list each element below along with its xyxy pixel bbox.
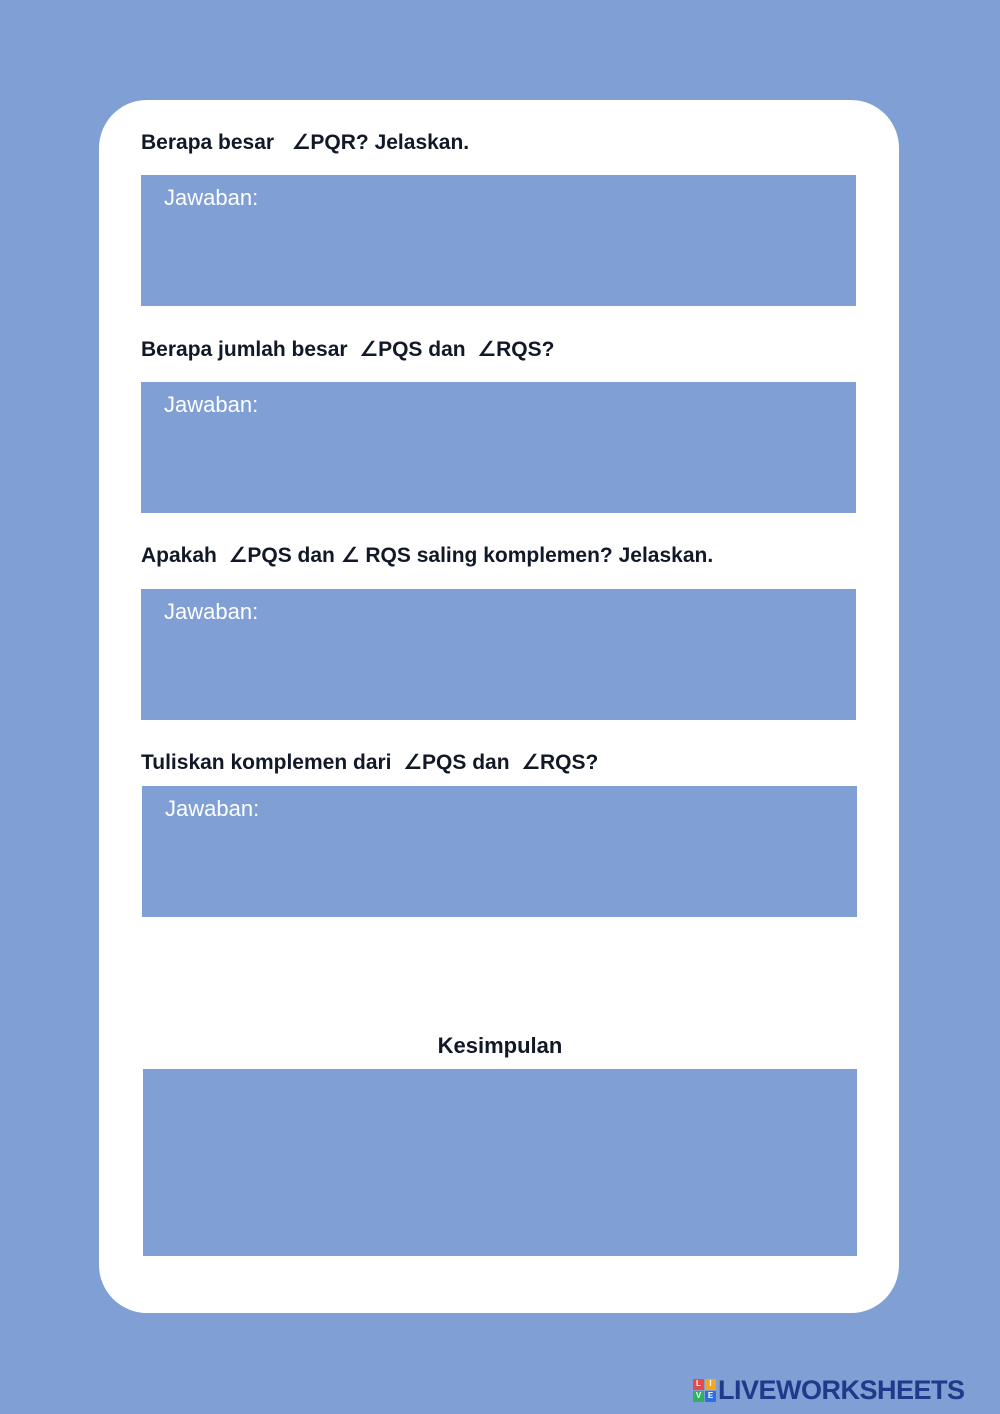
answer-box-3[interactable] (141, 589, 856, 720)
logo-letter: V (693, 1391, 704, 1402)
question-1: Berapa besar ∠PQR? Jelaskan. (141, 131, 470, 154)
answer-box-1[interactable] (141, 175, 856, 306)
question-3: Apakah ∠PQS dan ∠ RQS saling komplemen? Jelaskan. (141, 544, 714, 567)
liveworksheets-logo-mark (693, 1379, 716, 1402)
answer-label: Jawaban: (164, 185, 259, 210)
conclusion-answer-box[interactable] (143, 1069, 857, 1256)
logo-text: LIVEWORKSHEETS (718, 1374, 965, 1405)
question-4: Tuliskan komplemen dari ∠PQS dan ∠RQS? (141, 751, 599, 774)
answer-label: Jawaban: (164, 392, 259, 417)
answer-label: Jawaban: (164, 599, 259, 624)
logo-letter: I (705, 1379, 716, 1390)
question-2: Berapa jumlah besar ∠PQS dan ∠RQS? (141, 338, 555, 361)
answer-box-4[interactable] (142, 786, 857, 917)
answer-box-2[interactable] (141, 382, 856, 513)
conclusion-title: Kesimpulan (437, 1033, 563, 1058)
logo-letter: E (705, 1391, 716, 1402)
liveworksheets-logo (693, 1376, 965, 1404)
logo-letter: L (693, 1379, 704, 1390)
answer-label: Jawaban: (165, 796, 260, 821)
